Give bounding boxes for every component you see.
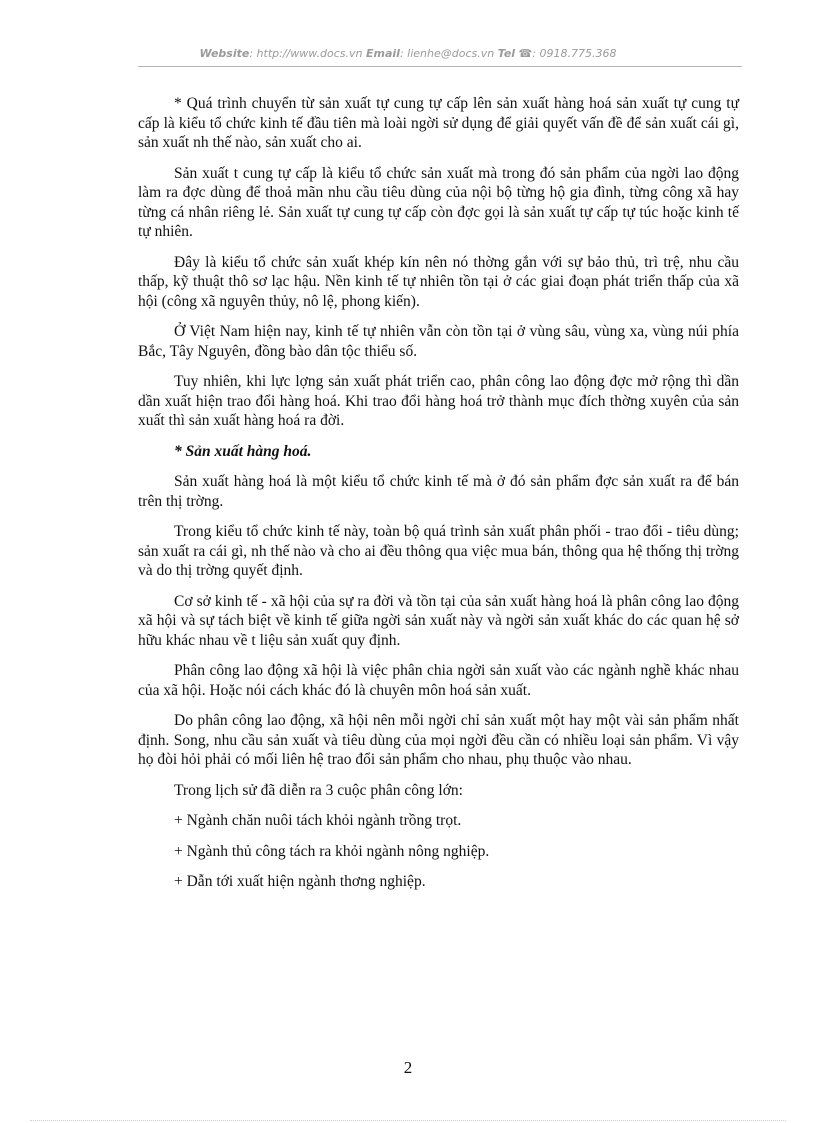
header-divider	[138, 66, 742, 67]
paragraph: Cơ sở kinh tế - xã hội của sự ra đời và tồn tại của sản xuất hàng hoá là phân công lao động xã hội và sự tách biệt về kinh tế giữa ngời sản xuất này và ngời sản xuất khác do các quan hệ sở hữu khác nhau về t liệu sản xuất quy định.	[138, 592, 739, 649]
tel-label: Tel	[497, 47, 516, 60]
website-label: Website	[199, 47, 250, 60]
paragraph: Do phân công lao động, xã hội nên mỗi ngời chỉ sản xuất một hay một vài sản phẩm nhất định. Song, nhu cầu sản xuất và tiêu dùng của mọi ngời đều cần có nhiều loại sản phẩm. Vì vậy họ đòi hỏi phải có mối liên hệ trao đổi sản phẩm cho nhau, phụ thuộc vào nhau.	[138, 712, 739, 768]
list-item: + Dẫn tới xuất hiện ngành thơng nghiệp.	[174, 873, 426, 890]
list-item: + Ngành chăn nuôi tách khỏi ngành trồng trọt.	[174, 812, 462, 829]
paragraph: Sản xuất hàng hoá là một kiểu tổ chức kinh tế mà ở đó sản phẩm đợc sản xuất ra để bán trên thị trờng.	[138, 473, 739, 510]
paragraph: Trong lịch sử đã diễn ra 3 cuộc phân công lớn:	[174, 781, 463, 799]
paragraph: Tuy nhiên, khi lực lợng sản xuất phát triển cao, phân công lao động đợc mở rộng thì dần dần xuất hiện trao đổi hàng hoá. Khi trao đổi hàng hoá trở thành mục đích thờng xuyên của sản xuất thì sản xuất hàng hoá ra đời.	[138, 373, 739, 429]
paragraph: Đây là kiểu tổ chức sản xuất khép kín nên nó thờng gắn với sự bảo thủ, trì trệ, nhu cầu thấp, kỹ thuật thô sơ lạc hậu. Nền kinh tế tự nhiên tồn tại ở các giai đoạn phát triển thấp của xã hội (công xã nguyên thủy, nô lệ, phong kiến).	[138, 253, 739, 310]
document-body	[138, 94, 739, 903]
paragraph: Ở Việt Nam hiện nay, kinh tế tự nhiên vẫn còn tồn tại ở vùng sâu, vùng xa, vùng núi phía Bắc, Tây Nguyên, đồng bào dân tộc thiểu số.	[138, 323, 739, 360]
email-value: : lienhe@docs.vn	[399, 47, 495, 60]
paragraph: * Quá trình chuyển từ sản xuất tự cung tự cấp lên sản xuất hàng hoá sản xuất tự cung tự cấp là kiểu tổ chức kinh tế đầu tiên mà loài ngời sử dụng để giải quyết vấn đề để sản xuất cái gì, sản xuất nh thế nào, sản xuất cho ai.	[138, 95, 739, 151]
tel-value: ☎: 0918.775.368	[515, 47, 617, 60]
page-number: 2	[403, 1058, 413, 1077]
list-item: + Ngành thủ công tách ra khỏi ngành nông nghiệp.	[174, 842, 490, 860]
footer-divider	[30, 1120, 786, 1121]
email-label: Email	[366, 47, 400, 60]
paragraph: Trong kiểu tổ chức kinh tế này, toàn bộ quá trình sản xuất phân phối - trao đổi - tiêu dùng; sản xuất ra cái gì, nh thế nào và cho ai đều thông qua việc mua bán, thông qua hệ thống thị trờng và do thị trờng quyết định.	[138, 523, 739, 579]
page-header	[0, 47, 816, 60]
paragraph: Sản xuất t cung tự cấp là kiểu tổ chức sản xuất mà trong đó sản phẩm của ngời lao động làm ra đợc dùng để thoả mãn nhu cầu tiêu dùng của nội bộ từng hộ gia đình, từng công xã hay từng cá nhân riêng lẻ. Sản xuất tự cung tự cấp còn đợc gọi là sản xuất tự cấp tự túc hoặc kinh tế tự nhiên.	[138, 164, 739, 240]
website-value: : http://www.docs.vn	[249, 47, 363, 60]
paragraph: Phân công lao động xã hội là việc phân chia ngời sản xuất vào các ngành nghề khác nhau của xã hội. Hoặc nói cách khác đó là chuyên môn hoá sản xuất.	[138, 662, 739, 699]
section-heading: * Sản xuất hàng hoá.	[174, 442, 312, 460]
